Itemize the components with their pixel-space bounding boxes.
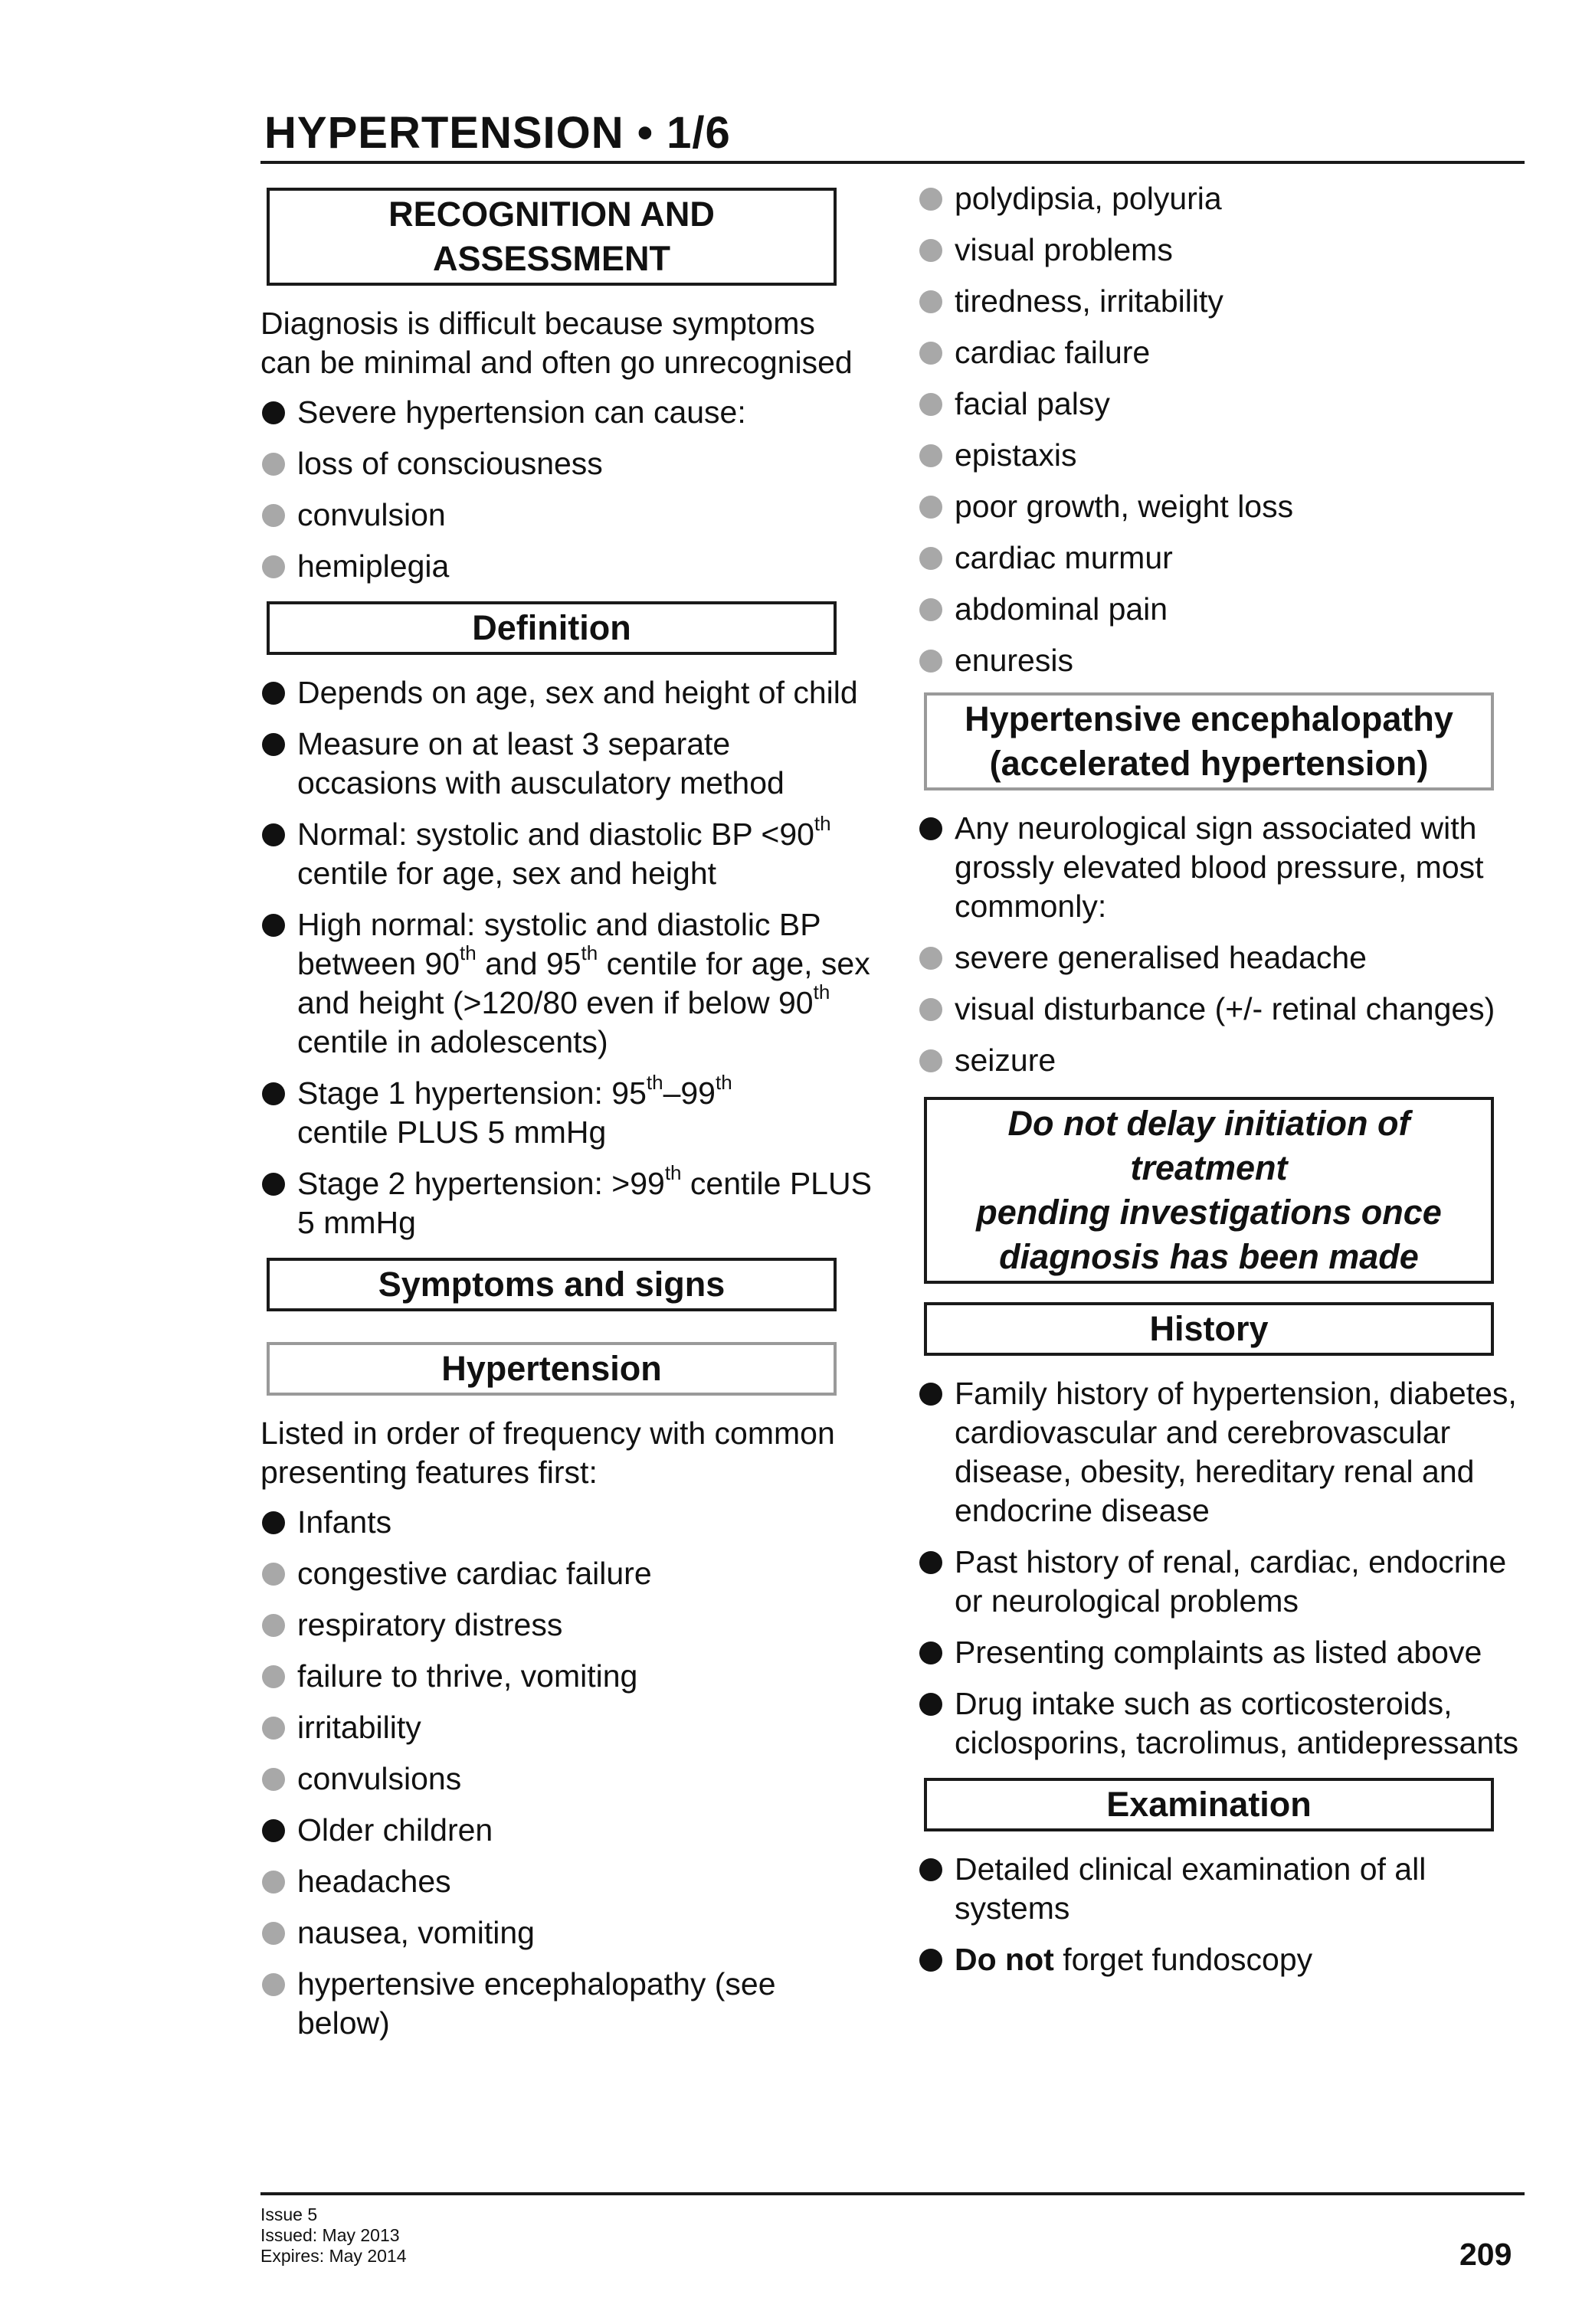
superscript: th <box>581 941 598 965</box>
definition-text: Stage 1 hypertension: 95 <box>297 1075 647 1111</box>
list-item <box>260 547 873 586</box>
definition-text: High normal: systolic and diastolic BP between 90 <box>297 907 821 981</box>
grey-bullet-icon <box>919 496 942 519</box>
list-item <box>918 436 1523 475</box>
definition-text: centile for age, sex and height (>120/80 even if below 90 <box>297 946 870 1020</box>
list-item <box>918 990 1523 1029</box>
superscript: th <box>814 812 831 836</box>
definition-item <box>260 1161 873 1242</box>
history-item <box>918 1684 1523 1763</box>
grey-bullet-icon <box>919 547 942 570</box>
grey-bullet-icon <box>919 650 942 673</box>
grey-bullet-icon <box>919 290 942 313</box>
definition-item <box>260 673 873 712</box>
definition-text: Measure on at least 3 separate occasions with ausculatory method <box>297 726 784 800</box>
black-bullet-icon <box>262 1511 285 1534</box>
grey-bullet-icon <box>262 1614 285 1637</box>
list-item-text: severe generalised headache <box>955 940 1367 975</box>
grey-bullet-icon <box>262 453 285 476</box>
list-item-text: congestive cardiac failure <box>297 1556 652 1591</box>
recognition-heading-line1: RECOGNITION AND <box>388 195 715 234</box>
superscript: th <box>716 1071 732 1095</box>
grey-bullet-icon <box>262 1973 285 1996</box>
severe-item <box>260 393 873 432</box>
grey-bullet-icon <box>262 1717 285 1740</box>
list-item-text: facial palsy <box>955 386 1110 421</box>
history-text: Family history of hypertension, diabetes, cardiovascular and cerebrovascular disease, obesity, hereditary renal and endocrine disease <box>955 1376 1517 1528</box>
black-bullet-icon <box>919 1642 942 1664</box>
list-item-text: cardiac murmur <box>955 540 1173 575</box>
list-item <box>918 179 1523 218</box>
black-bullet-icon <box>919 1858 942 1881</box>
older-children-label: Older children <box>297 1812 493 1848</box>
list-item <box>918 641 1523 680</box>
list-item-text: failure to thrive, vomiting <box>297 1658 638 1694</box>
definition-text: centile PLUS 5 mmHg <box>297 1115 607 1150</box>
footer-issue: Issue 5 <box>260 2205 318 2224</box>
list-item <box>918 590 1523 629</box>
superscript: th <box>646 1071 663 1095</box>
encephalopathy-heading-line1: Hypertensive encephalopathy <box>965 699 1453 738</box>
grey-bullet-icon <box>919 998 942 1021</box>
history-item <box>918 1633 1523 1672</box>
history-text: Presenting complaints as listed above <box>955 1635 1482 1670</box>
list-item-text: convulsions <box>297 1761 462 1796</box>
definition-item <box>260 812 873 893</box>
black-bullet-icon <box>919 1383 942 1406</box>
black-bullet-icon <box>919 1949 942 1972</box>
black-bullet-icon <box>262 1819 285 1842</box>
grey-bullet-icon <box>262 1871 285 1894</box>
list-item <box>260 1657 873 1696</box>
grey-bullet-icon <box>919 188 942 211</box>
encephalopathy-item <box>918 809 1523 926</box>
hypertension-heading-box <box>267 1342 837 1396</box>
encephalopathy-text: Any neurological sign associated with grossly elevated blood pressure, most commonly: <box>955 810 1484 924</box>
footer-expires: Expires: May 2014 <box>260 2246 407 2266</box>
list-item-text: cardiac failure <box>955 335 1151 370</box>
list-item-text: loss of consciousness <box>297 446 603 481</box>
symptoms-heading-box <box>267 1258 837 1311</box>
definition-text: centile PLUS 5 mmHg <box>297 1166 872 1240</box>
list-item-text: tiredness, irritability <box>955 283 1223 319</box>
black-bullet-icon <box>262 823 285 846</box>
history-item <box>918 1374 1523 1530</box>
list-item <box>918 333 1523 372</box>
list-item <box>260 444 873 483</box>
list-item <box>260 1965 873 2043</box>
superscript: th <box>664 1161 682 1185</box>
hypertension-heading: Hypertension <box>441 1349 662 1388</box>
black-bullet-icon <box>262 401 285 424</box>
definition-text: Stage 2 hypertension: >99 <box>297 1166 665 1201</box>
examination-emphasis: Do not <box>955 1942 1054 1977</box>
black-bullet-icon <box>262 682 285 705</box>
list-item <box>918 938 1523 977</box>
infants-item <box>260 1503 873 1542</box>
history-heading: History <box>1149 1309 1269 1348</box>
recognition-heading-line2: ASSESSMENT <box>432 239 671 278</box>
grey-bullet-icon <box>919 444 942 467</box>
list-item-text: nausea, vomiting <box>297 1915 535 1950</box>
black-bullet-icon <box>919 1551 942 1574</box>
warning-box <box>924 1097 1494 1284</box>
black-bullet-icon <box>919 1693 942 1716</box>
grey-bullet-icon <box>919 947 942 970</box>
definition-item <box>260 905 873 1062</box>
history-text: Past history of renal, cardiac, endocrine or neurological problems <box>955 1544 1507 1619</box>
list-item-text: enuresis <box>955 643 1073 678</box>
list-item-text: convulsion <box>297 497 446 532</box>
definition-heading: Definition <box>472 608 631 647</box>
list-item <box>260 1606 873 1645</box>
grey-bullet-icon <box>919 393 942 416</box>
history-item <box>918 1543 1523 1621</box>
grey-bullet-icon <box>262 1665 285 1688</box>
infants-label: Infants <box>297 1504 392 1540</box>
page-number: 209 <box>1459 2237 1512 2272</box>
list-item-text: epistaxis <box>955 437 1077 473</box>
list-item <box>260 1554 873 1593</box>
list-item <box>918 231 1523 270</box>
definition-text: Depends on age, sex and height of child <box>297 675 858 710</box>
left-column <box>260 188 873 2055</box>
severe-label: Severe hypertension can cause: <box>297 394 746 430</box>
definition-text: –99 <box>663 1075 716 1111</box>
grey-bullet-icon <box>262 555 285 578</box>
definition-text: centile for age, sex and height <box>297 856 717 891</box>
page-title: HYPERTENSION • 1/6 <box>264 108 731 158</box>
grey-bullet-icon <box>919 239 942 262</box>
black-bullet-icon <box>262 914 285 937</box>
warning-line2: pending investigations once <box>976 1193 1442 1232</box>
examination-heading: Examination <box>1106 1785 1312 1824</box>
black-bullet-icon <box>919 817 942 840</box>
grey-bullet-icon <box>262 1563 285 1586</box>
definition-item <box>260 725 873 803</box>
warning-line3: diagnosis has been made <box>999 1237 1419 1276</box>
list-item-text: hypertensive encephalopathy (see below) <box>297 1966 776 2041</box>
grey-bullet-icon <box>919 598 942 621</box>
header-rule <box>260 161 1525 164</box>
encephalopathy-heading-line2: (accelerated hypertension) <box>989 744 1429 783</box>
black-bullet-icon <box>262 733 285 756</box>
grey-bullet-icon <box>262 1768 285 1791</box>
examination-heading-box <box>924 1778 1494 1831</box>
list-item <box>918 538 1523 578</box>
right-column <box>918 179 1523 1992</box>
recognition-heading-box <box>267 188 837 286</box>
superscript: th <box>813 980 830 1004</box>
list-item-text: poor growth, weight loss <box>955 489 1294 524</box>
list-item <box>918 385 1523 424</box>
footer-info <box>260 2205 406 2267</box>
list-item <box>260 1862 873 1901</box>
footer-issued: Issued: May 2013 <box>260 2225 400 2245</box>
list-item-text: headaches <box>297 1864 451 1899</box>
list-item <box>260 1913 873 1952</box>
grey-bullet-icon <box>919 1049 942 1072</box>
examination-text: forget fundoscopy <box>1053 1942 1313 1977</box>
list-item-text: visual disturbance (+/- retinal changes) <box>955 991 1495 1026</box>
footer-rule <box>260 2192 1525 2195</box>
list-item <box>918 282 1523 321</box>
definition-heading-box <box>267 601 837 655</box>
grey-bullet-icon <box>262 504 285 527</box>
examination-text: Detailed clinical examination of all systems <box>955 1851 1427 1926</box>
examination-item <box>918 1940 1523 1979</box>
list-item-text: seizure <box>955 1043 1056 1078</box>
definition-text: centile in adolescents) <box>297 1024 608 1059</box>
list-item <box>260 1708 873 1747</box>
list-item <box>918 487 1523 526</box>
symptoms-heading: Symptoms and signs <box>378 1265 726 1304</box>
listed-intro: Listed in order of frequency with common presenting features first: <box>260 1416 835 1490</box>
list-item <box>260 1759 873 1799</box>
warning-line1: Do not delay initiation of treatment <box>1007 1104 1410 1187</box>
definition-item <box>260 1071 873 1152</box>
grey-bullet-icon <box>919 342 942 365</box>
black-bullet-icon <box>262 1173 285 1196</box>
intro-paragraph: Diagnosis is difficult because symptoms can be minimal and often go unrecognised <box>260 306 853 380</box>
examination-item <box>918 1850 1523 1928</box>
definition-text: Normal: systolic and diastolic BP <90 <box>297 817 814 852</box>
black-bullet-icon <box>262 1082 285 1105</box>
list-item-text: polydipsia, polyuria <box>955 181 1222 216</box>
list-item-text: visual problems <box>955 232 1173 267</box>
list-item-text: hemiplegia <box>297 548 450 584</box>
list-item <box>918 1041 1523 1080</box>
history-text: Drug intake such as corticosteroids, ciclosporins, tacrolimus, antidepressants <box>955 1686 1519 1760</box>
definition-text: and 95 <box>476 946 581 981</box>
list-item-text: abdominal pain <box>955 591 1168 627</box>
history-heading-box <box>924 1302 1494 1356</box>
list-item-text: respiratory distress <box>297 1607 563 1642</box>
list-item <box>260 496 873 535</box>
superscript: th <box>460 941 477 965</box>
encephalopathy-heading-box <box>924 692 1494 790</box>
older-children-item <box>260 1811 873 1850</box>
list-item-text: irritability <box>297 1710 421 1745</box>
grey-bullet-icon <box>262 1922 285 1945</box>
